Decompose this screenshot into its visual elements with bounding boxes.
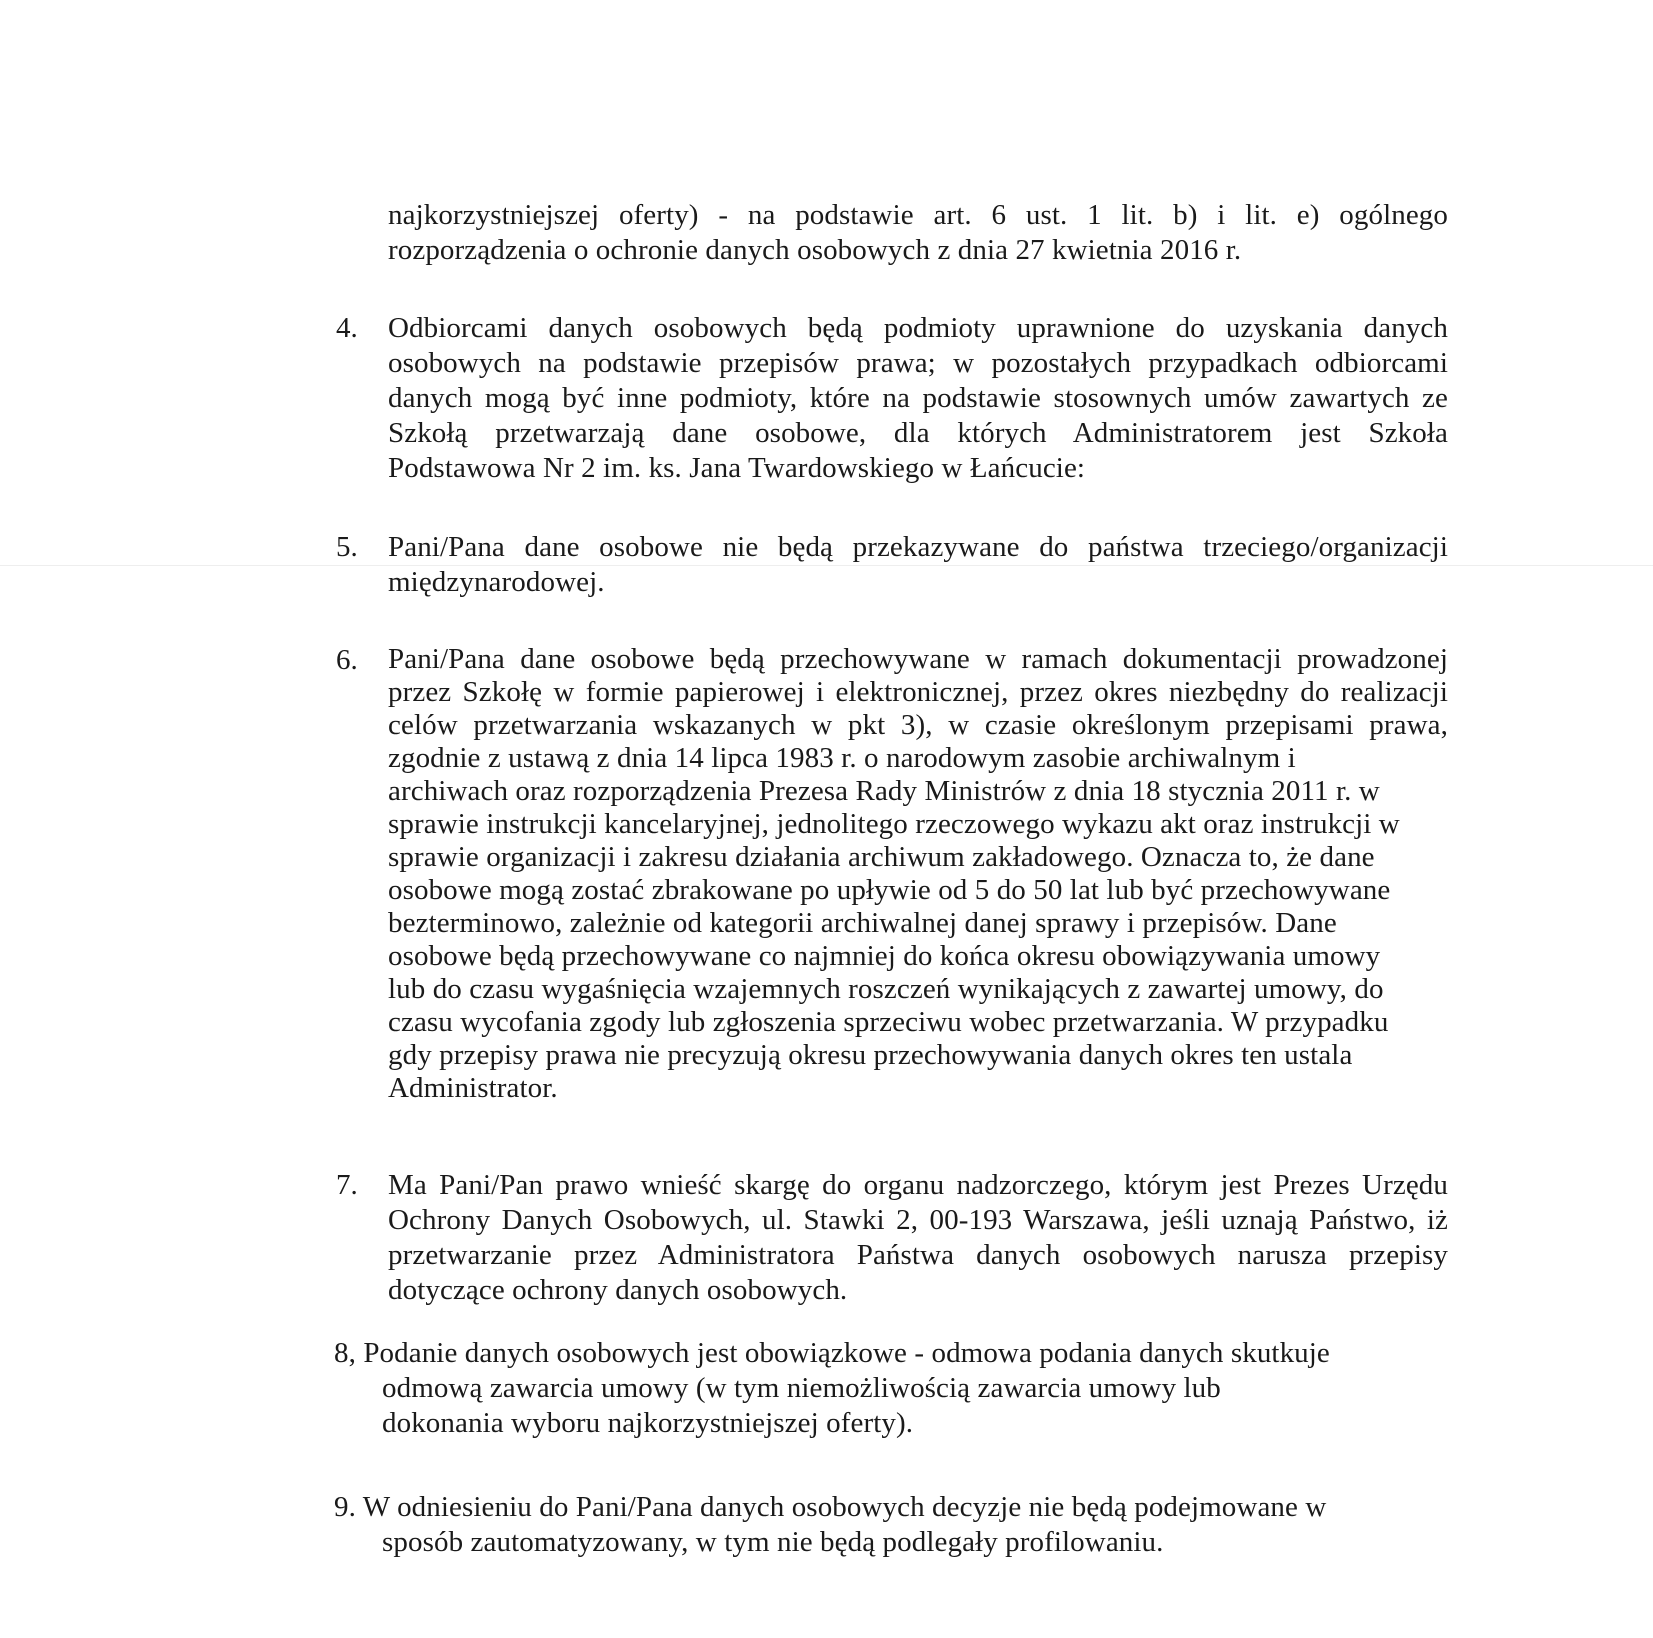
paragraph-line: przetwarzanie przez Administratora Państwa danych osobowych narusza przepisy [388,1239,1448,1271]
paragraph-line: sposób zautomatyzowany, w tym nie będą podlegały profilowaniu. [382,1526,1164,1558]
paragraph-line: Ochrony Danych Osobowych, ul. Stawki 2, 00-193 Warszawa, jeśli uznają Państwo, iż [388,1204,1448,1236]
paragraph-line: sprawie instrukcji kancelaryjnej, jednolitego rzeczowego wykazu akt oraz instrukcji w [388,808,1400,840]
paragraph-line: czasu wycofania zgody lub zgłoszenia sprzeciwu wobec przetwarzania. W przypadku [388,1006,1389,1038]
paragraph-line: celów przetwarzania wskazanych w pkt 3), w czasie określonym przepisami prawa, [388,709,1448,741]
paragraph-line: najkorzystniejszej oferty) - na podstawie art. 6 ust. 1 lit. b) i lit. e) ogólnego [388,199,1448,231]
item-number: 8, [334,1337,356,1369]
item-number: 9. [334,1491,356,1523]
list-item-4 [388,311,1448,486]
paragraph-line: gdy przepisy prawa nie precyzują okresu przechowywania danych okres ten ustala [388,1039,1353,1071]
paragraph-line: osobowych na podstawie przepisów prawa; w pozostałych przypadkach odbiorcami [388,347,1448,379]
paragraph-line: Ma Pani/Pan prawo wnieść skargę do organu nadzorczego, którym jest Prezes Urzędu [388,1169,1448,1201]
paragraph-line: danych mogą być inne podmioty, które na podstawie stosownych umów zawartych ze [388,382,1448,414]
list-item-7 [388,1168,1448,1308]
list-item-6 [388,643,1448,1105]
paragraph-first-line [334,1490,1444,1525]
paragraph-line: Pani/Pana dane osobowe nie będą przekazywane do państwa trzeciego/organizacji [388,531,1448,563]
paragraph-line: międzynarodowej. [388,566,605,598]
item-number: 5. [336,531,358,563]
paragraph-line: dotyczące ochrony danych osobowych. [388,1274,848,1306]
list-item-8 [334,1336,1444,1441]
paragraph-first-line [334,1336,1444,1371]
paragraph-line: Odbiorcami danych osobowych będą podmioty uprawnione do uzyskania danych [388,312,1448,344]
paragraph-line: Szkołą przetwarzają dane osobowe, dla których Administratorem jest Szkoła [388,417,1448,449]
paragraph-line: osobowe mogą zostać zbrakowane po upływie od 5 do 50 lat lub być przechowywane [388,874,1391,906]
paragraph-line: osobowe będą przechowywane co najmniej do końca okresu obowiązywania umowy [388,940,1381,972]
paragraph-line: zgodnie z ustawą z dnia 14 lipca 1983 r. o narodowym zasobie archiwalnym i [388,742,1296,774]
paragraph-line: Podstawowa Nr 2 im. ks. Jana Twardowskiego w Łańcucie: [388,452,1086,484]
paragraph-line: Administrator. [388,1072,558,1104]
item-number: 7. [336,1169,358,1201]
paragraph-line: bezterminowo, zależnie od kategorii archiwalnej danej sprawy i przepisów. Dane [388,907,1337,939]
item-number: 6. [336,644,358,676]
item-number: 4. [336,312,358,344]
item-first-line-text: W odniesieniu do Pani/Pana danych osobowych decyzje nie będą podejmowane w [362,1491,1327,1523]
paragraph-line: odmową zawarcia umowy (w tym niemożliwością zawarcia umowy lub [382,1372,1221,1404]
paragraph-line: rozporządzenia o ochronie danych osobowych z dnia 27 kwietnia 2016 r. [388,234,1242,266]
intro-paragraph [388,198,1448,268]
paragraph-line: archiwach oraz rozporządzenia Prezesa Rady Ministrów z dnia 18 stycznia 2011 r. w [388,775,1380,807]
list-item-9 [334,1490,1444,1560]
paragraph-line: przez Szkołę w formie papierowej i elektronicznej, przez okres niezbędny do realizacji [388,676,1448,708]
paragraph-line: dokonania wyboru najkorzystniejszej oferty). [382,1407,914,1439]
paragraph-line: sprawie organizacji i zakresu działania archiwum zakładowego. Oznacza to, że dane [388,841,1375,873]
item-first-line-text: Podanie danych osobowych jest obowiązkowe - odmowa podania danych skutkuje [363,1337,1330,1369]
paragraph-line: lub do czasu wygaśnięcia wzajemnych roszczeń wynikających z zawartej umowy, do [388,973,1384,1005]
paragraph-line: Pani/Pana dane osobowe będą przechowywane w ramach dokumentacji prowadzonej [388,643,1448,675]
list-item-5 [388,530,1448,600]
